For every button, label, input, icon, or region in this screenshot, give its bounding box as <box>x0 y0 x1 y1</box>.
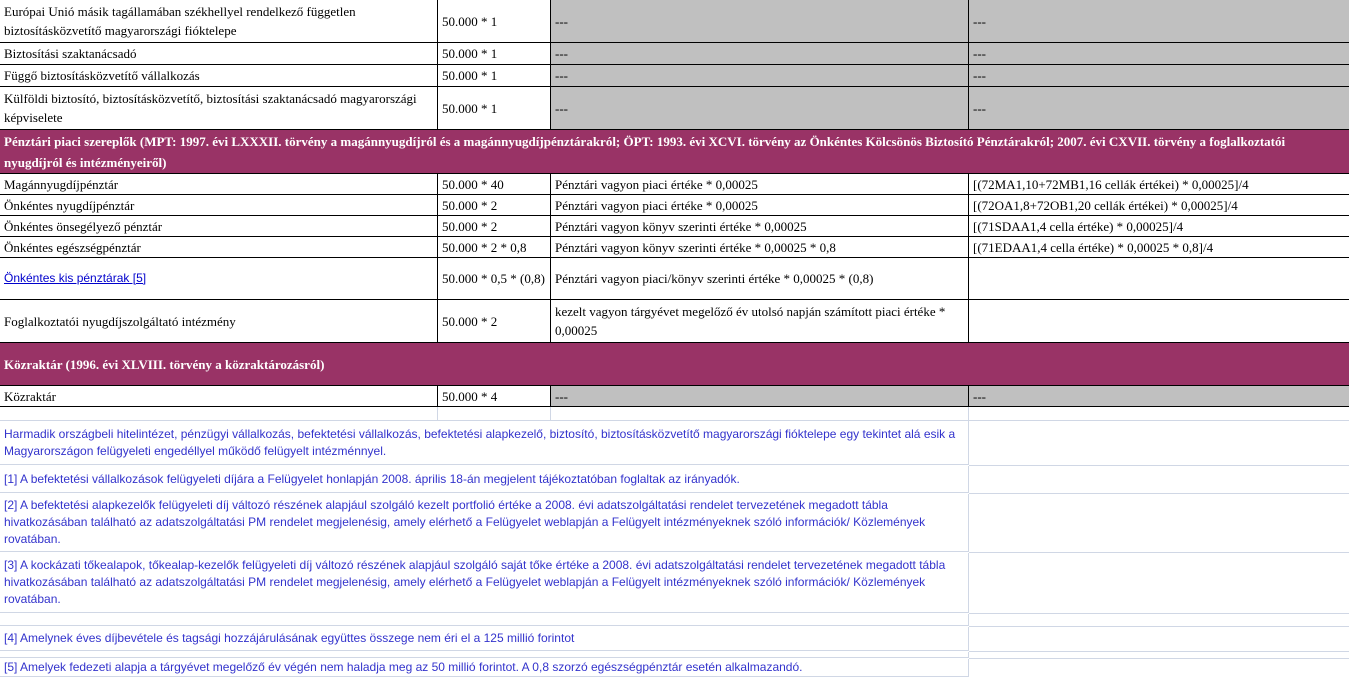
institution-cell[interactable]: Függő biztosításközvetítő vállalkozás <box>0 65 438 87</box>
empty-cell[interactable] <box>438 407 551 420</box>
calculation-cell[interactable] <box>969 258 1349 300</box>
empty-row[interactable] <box>0 614 969 626</box>
variable-basis-cell[interactable]: Pénztári vagyon piaci értéke * 0,00025 <box>551 174 969 195</box>
note-footnote-4[interactable]: [4] Amelynek éves díjbevétele és tagsági hozzájárulásának együttes összege nem éri el a 125 millió forintot <box>0 627 969 651</box>
fixed-fee-cell[interactable]: 50.000 * 2 * 0,8 <box>438 237 551 258</box>
section-header-kozraktar[interactable]: Közraktár (1996. évi XLVIII. törvény a közraktározásról) <box>0 342 1349 386</box>
note-footnote-1[interactable]: [1] A befektetési vállalkozások felügyeleti díjára a Felügyelet honlapján 2008. április 18-án megjelent tájékoztatóban foglaltak az irányadók. <box>0 466 969 493</box>
variable-basis-cell[interactable]: --- <box>551 87 969 129</box>
table-row[interactable] <box>0 87 1349 129</box>
empty-cell[interactable] <box>969 627 1349 652</box>
fixed-fee-cell[interactable]: 50.000 * 2 <box>438 300 551 342</box>
institution-cell[interactable]: Európai Unió másik tagállamában székhellyel rendelkező független biztosításközvetítő magyarországi fióktelepe <box>0 0 438 43</box>
fixed-fee-cell[interactable]: 50.000 * 1 <box>438 65 551 87</box>
table-row[interactable] <box>0 65 1349 87</box>
note-footnote-5[interactable]: [5] Amelyek fedezeti alapja a tárgyévet megelőző év végén nem haladja meg az 50 millió forintot. A 0,8 szorzó egészségpénztár esetén alkalmazandó. <box>0 659 969 677</box>
fixed-fee-cell[interactable]: 50.000 * 0,5 * (0,8) <box>438 258 551 300</box>
calculation-cell[interactable]: --- <box>969 0 1349 43</box>
note-footnote-3[interactable]: [3] A kockázati tőkealapok, tőkealap-kezelők felügyeleti díj változó részének alapjául szolgáló saját tőke értéke a 2008. évi adatszolgáltatási rendelet tervezetének megadott tábla hivatkozásában található az adatszolgáltatási PM rendelet megjelenésig, amely elérhető a Felügyelet weblapján a Felügyelt intézményeknek szóló információk/ Közlemények rovatában. <box>0 553 969 613</box>
fixed-fee-cell[interactable]: 50.000 * 1 <box>438 43 551 65</box>
calculation-cell[interactable]: [(71EDAA1,4 cella értéke) * 0,00025 * 0,8]/4 <box>969 237 1349 258</box>
empty-cell[interactable] <box>0 407 438 420</box>
variable-basis-cell[interactable]: Pénztári vagyon könyv szerinti értéke * 0,00025 * 0,8 <box>551 237 969 258</box>
institution-cell[interactable]: Biztosítási szaktanácsadó <box>0 43 438 65</box>
table-row[interactable] <box>0 195 1349 216</box>
institution-cell[interactable] <box>0 258 438 300</box>
empty-row[interactable] <box>0 652 969 658</box>
empty-cell[interactable] <box>969 614 1349 627</box>
variable-basis-cell[interactable]: kezelt vagyon tárgyévet megelőző év utolsó napján számított piaci értéke * 0,00025 <box>551 300 969 342</box>
fixed-fee-cell[interactable]: 50.000 * 4 <box>438 386 551 407</box>
empty-cell[interactable] <box>969 494 1349 553</box>
empty-row[interactable] <box>0 407 1349 421</box>
empty-cell[interactable] <box>969 420 1349 466</box>
table-row[interactable] <box>0 216 1349 237</box>
table-row[interactable] <box>0 386 1349 407</box>
variable-basis-cell[interactable]: Pénztári vagyon könyv szerinti értéke * 0,00025 <box>551 216 969 237</box>
table-row[interactable] <box>0 300 1349 342</box>
fixed-fee-cell[interactable]: 50.000 * 1 <box>438 0 551 43</box>
variable-basis-cell[interactable]: --- <box>551 386 969 407</box>
calculation-cell[interactable]: --- <box>969 386 1349 407</box>
section-header-penztar[interactable]: Pénztári piaci szereplők (MPT: 1997. évi LXXXII. törvény a magánnyugdíjról és a magánnyugdíjpénztárakról; ÖPT: 1993. évi XCVI. törvény az Önkéntes Kölcsönös Biztosító Pénztárakról; 2007. évi CXVII. törvény a foglalkoztatói nyugdíjról és intézményeiről) <box>0 129 1349 174</box>
fixed-fee-cell[interactable]: 50.000 * 40 <box>438 174 551 195</box>
empty-cell[interactable] <box>969 652 1349 659</box>
table-row[interactable] <box>0 258 1349 300</box>
variable-basis-cell[interactable]: --- <box>551 65 969 87</box>
variable-basis-cell[interactable]: Pénztári vagyon piaci/könyv szerinti értéke * 0,00025 * (0,8) <box>551 258 969 300</box>
fixed-fee-cell[interactable]: 50.000 * 2 <box>438 216 551 237</box>
institution-cell[interactable]: Magánnyugdíjpénztár <box>0 174 438 195</box>
fixed-fee-cell[interactable]: 50.000 * 2 <box>438 195 551 216</box>
institution-cell[interactable]: Közraktár <box>0 386 438 407</box>
calculation-cell[interactable]: [(71SDAA1,4 cella értéke) * 0,00025]/4 <box>969 216 1349 237</box>
empty-cell[interactable] <box>969 553 1349 614</box>
calculation-cell[interactable]: [(72OA1,8+72OB1,20 cellák értékei) * 0,00025]/4 <box>969 195 1349 216</box>
empty-cell[interactable] <box>551 407 969 420</box>
calculation-cell[interactable]: --- <box>969 65 1349 87</box>
calculation-cell[interactable]: --- <box>969 87 1349 129</box>
note-third-country[interactable]: Harmadik országbeli hitelintézet, pénzügyi vállalkozás, befektetési vállalkozás, befektetési alapkezelő, biztosító, biztosításközvetítő magyarországi fióktelepe egy tekintet alá esik a Magyarországon felügyeleti engedéllyel működő felügyelt intézménnyel. <box>0 421 969 465</box>
note-footnote-2[interactable]: [2] A befektetési alapkezelők felügyeleti díj változó részének alapjául szolgáló kezelt portfolió értéke a 2008. évi adatszolgáltatási rendelet tervezetének megadott tábla hivatkozásában található az adatszolgáltatási PM rendelet megjelenésig, amely elérhető a Felügyelet weblapján a Felügyelt intézményeknek szóló információk/ Közlemények rovatában. <box>0 494 969 552</box>
empty-cell[interactable] <box>969 466 1349 494</box>
table-row[interactable] <box>0 43 1349 65</box>
institution-cell[interactable]: Önkéntes egészségpénztár <box>0 237 438 258</box>
institution-cell[interactable]: Foglalkoztatói nyugdíjszolgáltató intézmény <box>0 300 438 342</box>
calculation-cell[interactable] <box>969 300 1349 342</box>
variable-basis-cell[interactable]: Pénztári vagyon piaci értéke * 0,00025 <box>551 195 969 216</box>
institution-cell[interactable]: Önkéntes nyugdíjpénztár <box>0 195 438 216</box>
institution-cell[interactable]: Külföldi biztosító, biztosításközvetítő, biztosítási szaktanácsadó magyarországi képviselete <box>0 87 438 129</box>
calculation-cell[interactable]: --- <box>969 43 1349 65</box>
variable-basis-cell[interactable]: --- <box>551 43 969 65</box>
notes-right-column <box>969 420 1349 677</box>
table-row[interactable] <box>0 174 1349 195</box>
calculation-cell[interactable]: [(72MA1,10+72MB1,16 cellák értékei) * 0,00025]/4 <box>969 174 1349 195</box>
institution-cell[interactable]: Önkéntes önsegélyező pénztár <box>0 216 438 237</box>
variable-basis-cell[interactable]: --- <box>551 0 969 43</box>
footnote-5-link[interactable]: Önkéntes kis pénztárak [5] <box>4 271 147 285</box>
fixed-fee-cell[interactable]: 50.000 * 1 <box>438 87 551 129</box>
table-row[interactable] <box>0 237 1349 258</box>
table-row[interactable] <box>0 0 1349 43</box>
